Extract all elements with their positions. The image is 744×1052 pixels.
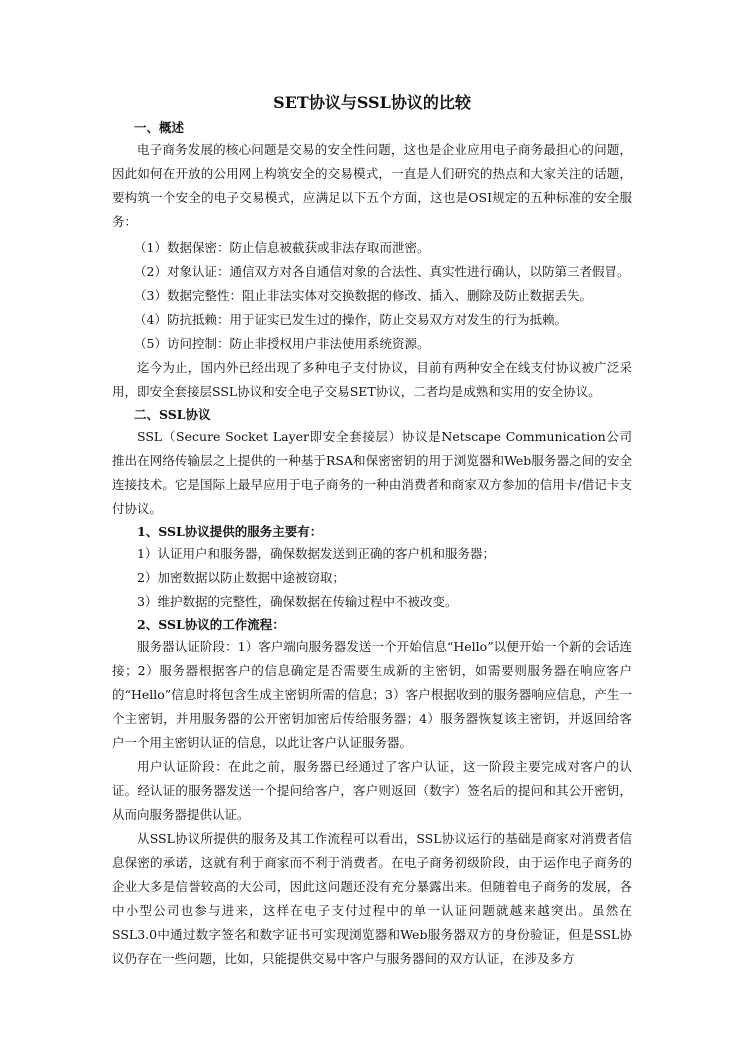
section-heading-overview: 一、概述: [134, 120, 185, 135]
paragraph-ssl-intro: SSL（Secure Socket Layer即安全套接层）协议是Netscape Communication公司推出在网络传输层之上提供的一种基于RSA和保密密钥的用于浏览器和Web服务器之间的安全连接技术。它是国际上最早应用于电子商务的一种由消费者和商家双方参加的信用卡/借记卡支付协议。: [112, 429, 632, 516]
list-item: 3）维护数据的完整性，确保数据在传输过程中不被改变。: [137, 594, 458, 609]
list-item: 1）认证用户和服务器，确保数据发送到正确的客户机和服务器；: [137, 546, 495, 561]
paragraph-server-auth: 服务器认证阶段：1）客户端向服务器发送一个开始信息“Hello”以便开始一个新的会话连接；2）服务器根据客户的信息确定是否需要生成新的主密钥，如需要则服务器在响应客户的“Hello”信息时将包含生成主密钥所需的信息；3）客户根据收到的服务器响应信息，产生一个主密钥，并用服务器的公开密钥加密后传给服务器；4）服务器恢复该主密钥，并返回给客户一个用主密钥认证的信息，以此让客户认证服务器。: [112, 639, 632, 750]
section-heading-ssl: 二、SSL协议: [134, 407, 211, 422]
subsection-heading-ssl-services: 1、SSL协议提供的服务主要有：: [137, 524, 323, 539]
list-item: （3）数据完整性：阻止非法实体对交换数据的修改、插入、删除及防止数据丢失。: [134, 288, 592, 303]
list-item: 2）加密数据以防止数据中途被窃取；: [137, 570, 345, 585]
list-item: （2）对象认证：通信双方对各自通信对象的合法性、真实性进行确认，以防第三者假冒。: [134, 264, 630, 279]
list-item: （1）数据保密：防止信息被截获或非法存取而泄密。: [134, 240, 430, 255]
list-item: （5）访问控制：防止非授权用户非法使用系统资源。: [134, 336, 430, 351]
document-title: SET协议与SSL协议的比较: [273, 93, 471, 112]
list-item: （4）防抗抵赖：用于证实已发生过的操作，防止交易双方对发生的行为抵赖。: [134, 312, 567, 327]
subsection-heading-ssl-workflow: 2、SSL协议的工作流程：: [137, 617, 285, 632]
paragraph-user-auth: 用户认证阶段：在此之前，服务器已经通过了客户认证，这一阶段主要完成对客户的认证。经认证的服务器发送一个提问给客户，客户则返回（数字）签名后的提问和其公开密钥，从而向服务器提供认证。: [112, 759, 632, 822]
document-page: [112, 92, 632, 971]
paragraph-ssl-analysis: 从SSL协议所提供的服务及其工作流程可以看出，SSL协议运行的基础是商家对消费者信息保密的承诺，这就有利于商家而不利于消费者。在电子商务初级阶段，由于运作电子商务的企业大多是信誉较高的大公司，因此这问题还没有充分暴露出来。但随着电子商务的发展，各中小型公司也参与进来，这样在电子支付过程中的单一认证问题就越来越突出。虽然在SSL3.0中通过数字签名和数字证书可实现浏览器和Web服务器双方的身份验证，但是SSL协议仍存在一些问题，比如，只能提供交易中客户与服务器间的双方认证，在涉及多方: [112, 831, 632, 966]
paragraph-overview-intro: 电子商务发展的核心问题是交易的安全性问题，这也是企业应用电子商务最担心的问题，因此如何在开放的公用网上构筑安全的交易模式，一直是人们研究的热点和大家关注的话题，要构筑一个安全的电子交易模式，应满足以下五个方面，这也是OSI规定的五种标准的安全服务：: [112, 142, 632, 229]
paragraph-overview-conclusion: 迄今为止，国内外已经出现了多种电子支付协议，目前有两种安全在线支付协议被广泛采用，即安全套接层SSL协议和安全电子交易SET协议，二者均是成熟和实用的安全协议。: [112, 360, 632, 399]
